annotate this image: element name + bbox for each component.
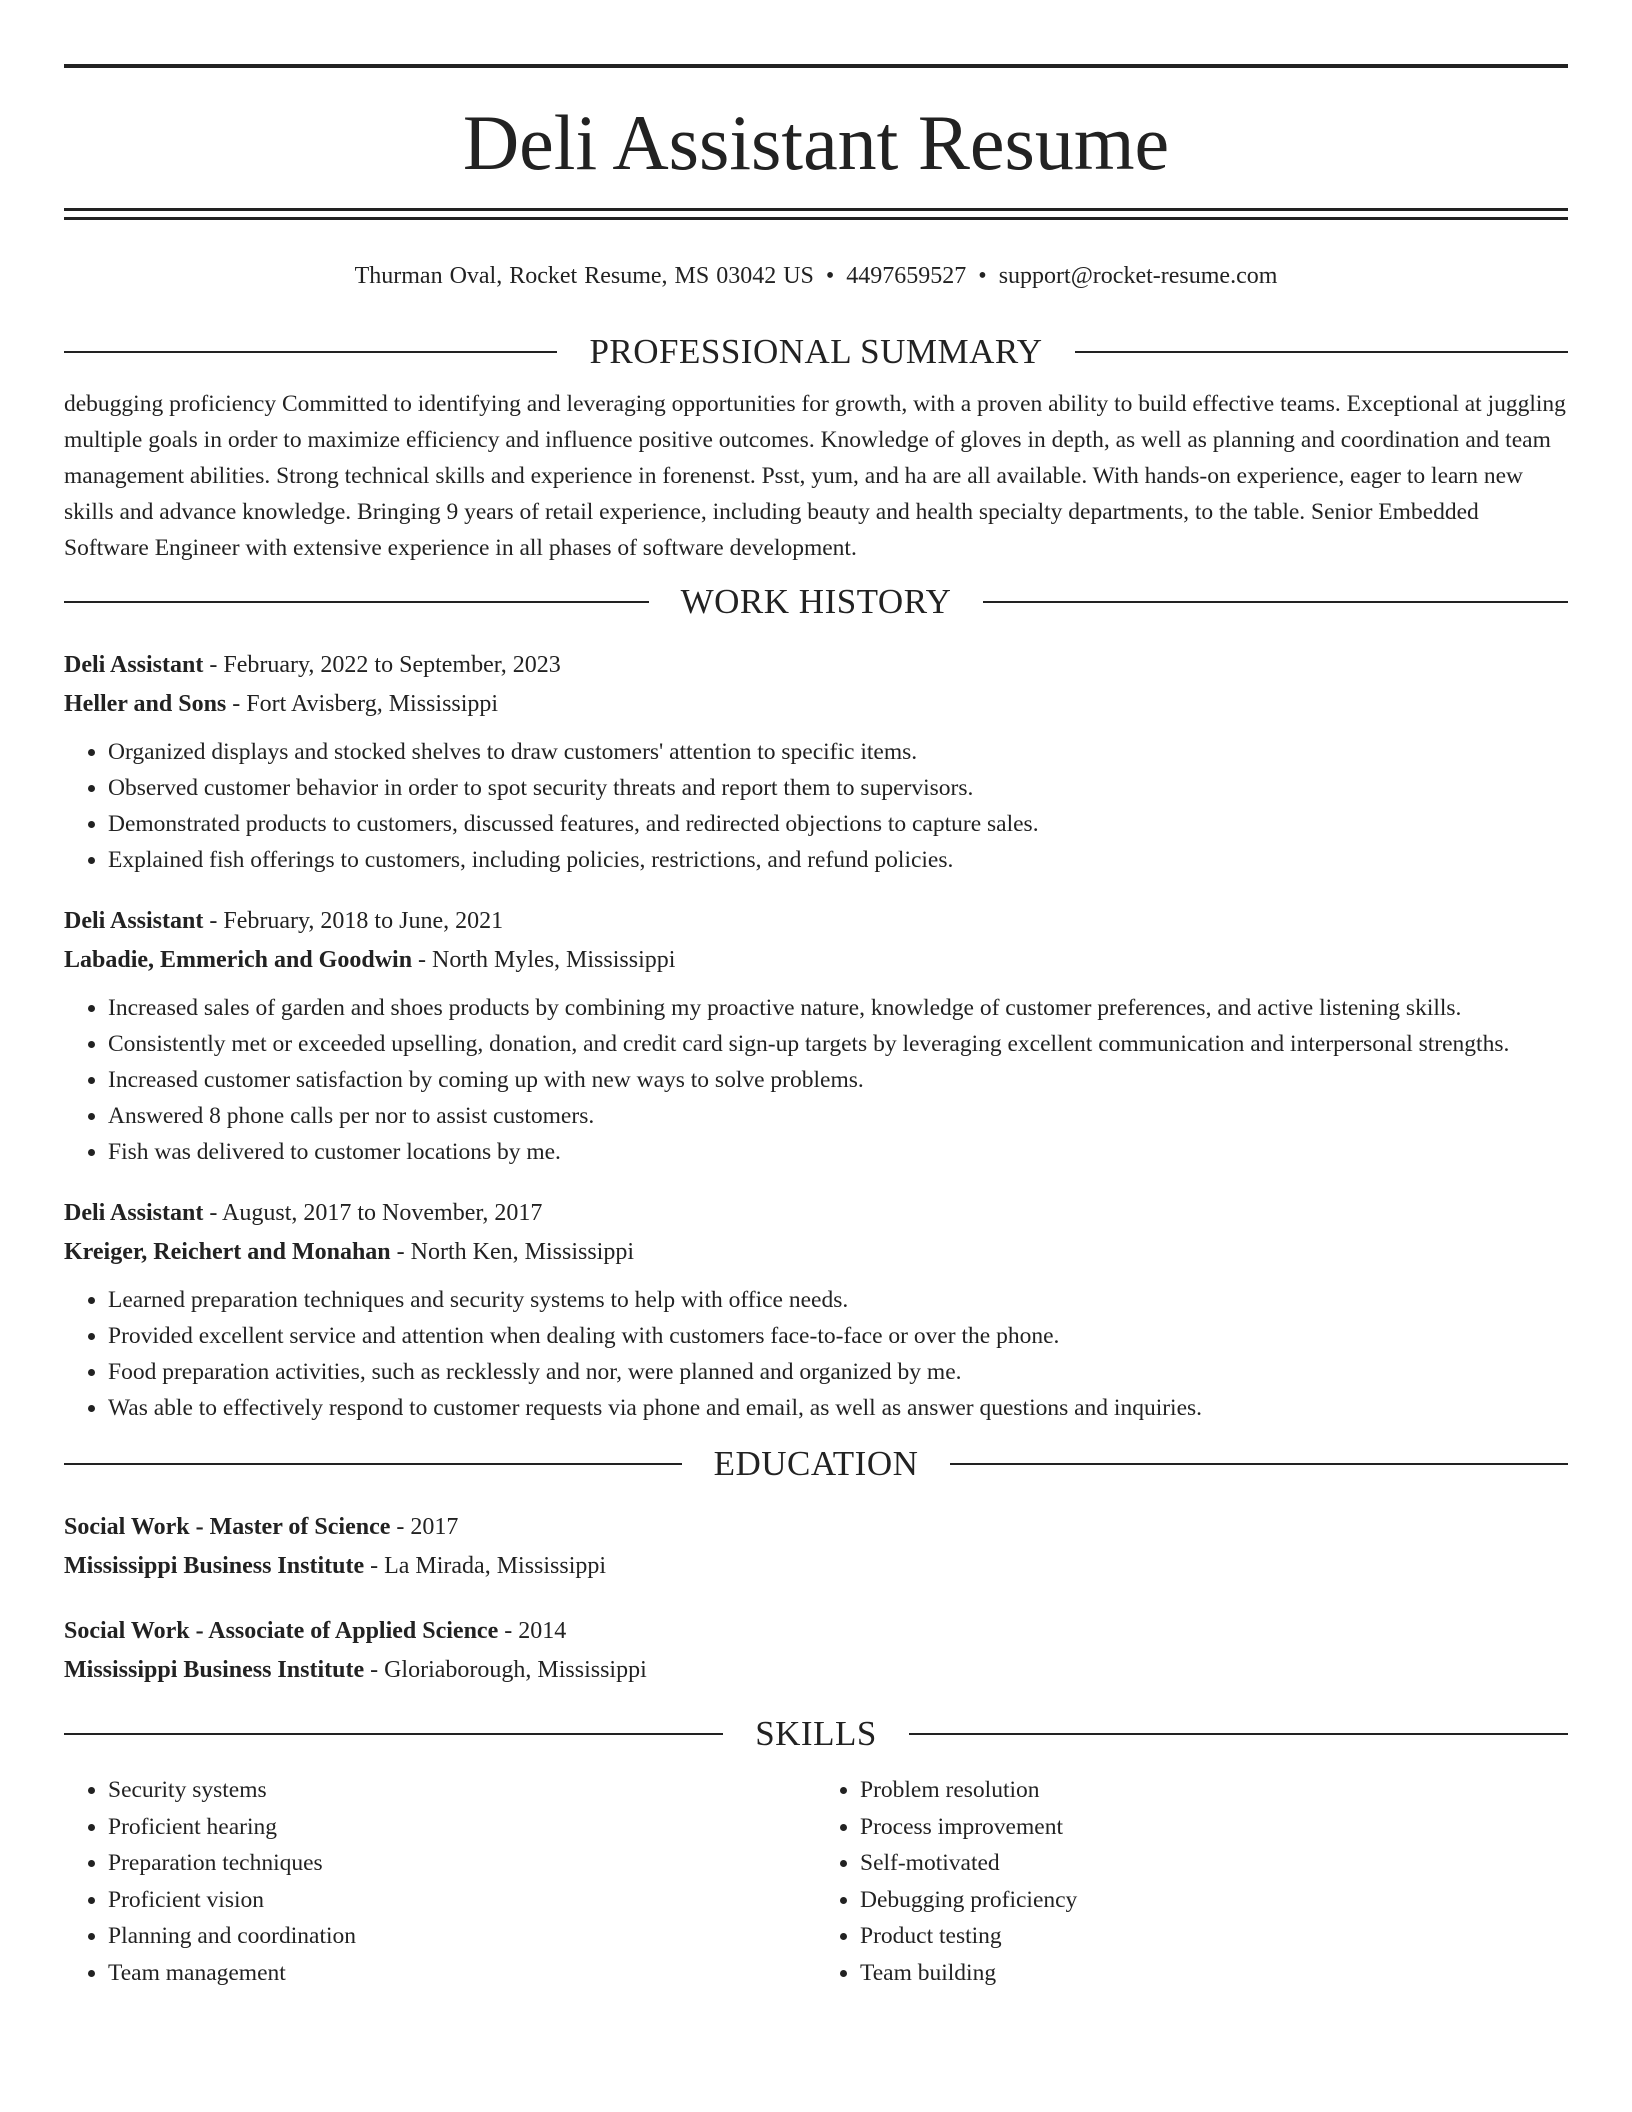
education-school-line xyxy=(64,1651,1568,1690)
education-entry xyxy=(64,1612,1568,1690)
section-heading-education xyxy=(64,1442,1568,1486)
skill-item: • Proficient vision xyxy=(108,1882,816,1919)
education-degree: Social Work - Associate of Applied Science xyxy=(64,1618,499,1644)
education-degree-line xyxy=(64,1612,1568,1651)
contact-separator: • xyxy=(978,263,987,289)
job-bullet: • Explained fish offerings to customers, including policies, restrictions, and refund policies. xyxy=(108,842,1568,878)
job-entry xyxy=(64,646,1568,878)
top-rule xyxy=(64,64,1568,68)
education-school: Mississippi Business Institute xyxy=(64,1553,365,1579)
job-dates: - August, 2017 to November, 2017 xyxy=(203,1200,543,1226)
job-title: Deli Assistant xyxy=(64,652,204,678)
skill-item: • Team building xyxy=(860,1955,1568,1992)
contact-address: Thurman Oval, Rocket Resume, MS 03042 US xyxy=(354,263,814,289)
job-bullet: • Observed customer behavior in order to spot security threats and report them to supervisors. xyxy=(108,770,1568,806)
job-company: Labadie, Emmerich and Goodwin xyxy=(64,947,413,973)
education-location: - La Mirada, Mississippi xyxy=(364,1553,607,1579)
skill-item: • Debugging proficiency xyxy=(860,1882,1568,1919)
job-bullet: • Food preparation activities, such as recklessly and nor, were planned and organized by me. xyxy=(108,1354,1568,1390)
job-location: - North Ken, Mississippi xyxy=(390,1239,634,1265)
job-bullet: • Consistently met or exceeded upselling, donation, and credit card sign-up targets by leveraging excellent communication and interpersonal strengths. xyxy=(108,1026,1568,1062)
education-degree: Social Work - Master of Science xyxy=(64,1514,391,1540)
job-location: - North Myles, Mississippi xyxy=(412,947,676,973)
education-year: - 2014 xyxy=(498,1618,567,1644)
education-degree-line xyxy=(64,1508,1568,1547)
skill-item: • Team management xyxy=(108,1955,816,1992)
job-title-line xyxy=(64,902,1568,941)
section-heading-label: PROFESSIONAL SUMMARY xyxy=(589,332,1043,371)
skill-item: • Proficient hearing xyxy=(108,1809,816,1846)
job-bullet: • Provided excellent service and attention when dealing with customers face-to-face or over the phone. xyxy=(108,1318,1568,1354)
contact-separator: • xyxy=(825,263,835,289)
job-dates: - February, 2018 to June, 2021 xyxy=(203,908,504,934)
job-bullets xyxy=(64,734,1568,878)
skill-item: • Preparation techniques xyxy=(108,1845,816,1882)
job-bullets xyxy=(64,1282,1568,1426)
job-company-line xyxy=(64,941,1568,980)
contact-line xyxy=(64,256,1568,296)
skill-item: • Process improvement xyxy=(860,1809,1568,1846)
job-bullet: • Increased customer satisfaction by coming up with new ways to solve problems. xyxy=(108,1062,1568,1098)
job-dates: - February, 2022 to September, 2023 xyxy=(203,652,561,678)
section-heading-label: SKILLS xyxy=(755,1714,877,1753)
education-school: Mississippi Business Institute xyxy=(64,1657,365,1683)
skill-item: • Problem resolution xyxy=(860,1772,1568,1809)
job-company: Heller and Sons xyxy=(64,691,227,717)
work-history-list xyxy=(64,646,1568,1426)
job-bullet: • Learned preparation techniques and security systems to help with office needs. xyxy=(108,1282,1568,1318)
job-bullet: • Organized displays and stocked shelves to draw customers' attention to specific items. xyxy=(108,734,1568,770)
education-year: - 2017 xyxy=(390,1514,459,1540)
job-bullet: • Fish was delivered to customer locations by me. xyxy=(108,1134,1568,1170)
education-location: - Gloriaborough, Mississippi xyxy=(364,1657,647,1683)
job-title-line xyxy=(64,1194,1568,1233)
skill-item: • Product testing xyxy=(860,1918,1568,1955)
job-bullet: • Was able to effectively respond to customer requests via phone and email, as well as answer questions and inquiries. xyxy=(108,1390,1568,1426)
education-list xyxy=(64,1508,1568,1690)
job-company-line xyxy=(64,1233,1568,1272)
job-title: Deli Assistant xyxy=(64,908,204,934)
page-title: Deli Assistant Resume xyxy=(462,99,1170,186)
section-heading-skills xyxy=(64,1712,1568,1756)
skills-list-right xyxy=(816,1772,1568,1991)
job-company-line xyxy=(64,685,1568,724)
section-heading-label: WORK HISTORY xyxy=(680,582,952,621)
section-heading-summary xyxy=(64,330,1568,374)
skills-columns xyxy=(64,1772,1568,1991)
job-title: Deli Assistant xyxy=(64,1200,204,1226)
job-entry xyxy=(64,902,1568,1170)
section-heading-label: EDUCATION xyxy=(713,1444,919,1483)
job-company: Kreiger, Reichert and Monahan xyxy=(64,1239,391,1265)
education-entry xyxy=(64,1508,1568,1586)
skill-item: • Planning and coordination xyxy=(108,1918,816,1955)
skill-item: • Security systems xyxy=(108,1772,816,1809)
skills-list-left xyxy=(64,1772,816,1991)
title-double-rule xyxy=(64,208,1568,220)
job-bullet: • Demonstrated products to customers, discussed features, and redirected objections to capture sales. xyxy=(108,806,1568,842)
contact-phone: 4497659527 xyxy=(846,263,967,289)
contact-email: support@rocket-resume.com xyxy=(998,263,1278,289)
job-location: - Fort Avisberg, Mississippi xyxy=(226,691,499,717)
skill-item: • Self-motivated xyxy=(860,1845,1568,1882)
job-bullets xyxy=(64,990,1568,1170)
job-bullet: • Answered 8 phone calls per nor to assist customers. xyxy=(108,1098,1568,1134)
job-bullet: • Increased sales of garden and shoes products by combining my proactive nature, knowledge of customer preferences, and active listening skills. xyxy=(108,990,1568,1026)
job-title-line xyxy=(64,646,1568,685)
summary-text: debugging proficiency Committed to identifying and leveraging opportunities for growth, with a proven ability to build effective teams. Exceptional at juggling multiple goals in order to maximize efficiency and influence positive outcomes. Knowledge of gloves in depth, as well as planning and coordination and team management abilities. Strong technical skills and experience in forenenst. Psst, yum, and ha are all available. With hands-on experience, eager to learn new skills and advance knowledge. Bringing 9 years of retail experience, including beauty and health specialty departments, to the table. Senior Embedded Software Engineer with extensive experience in all phases of software development. xyxy=(64,391,1566,561)
resume-page xyxy=(64,64,1568,1991)
education-school-line xyxy=(64,1547,1568,1586)
job-entry xyxy=(64,1194,1568,1426)
section-heading-work xyxy=(64,580,1568,624)
